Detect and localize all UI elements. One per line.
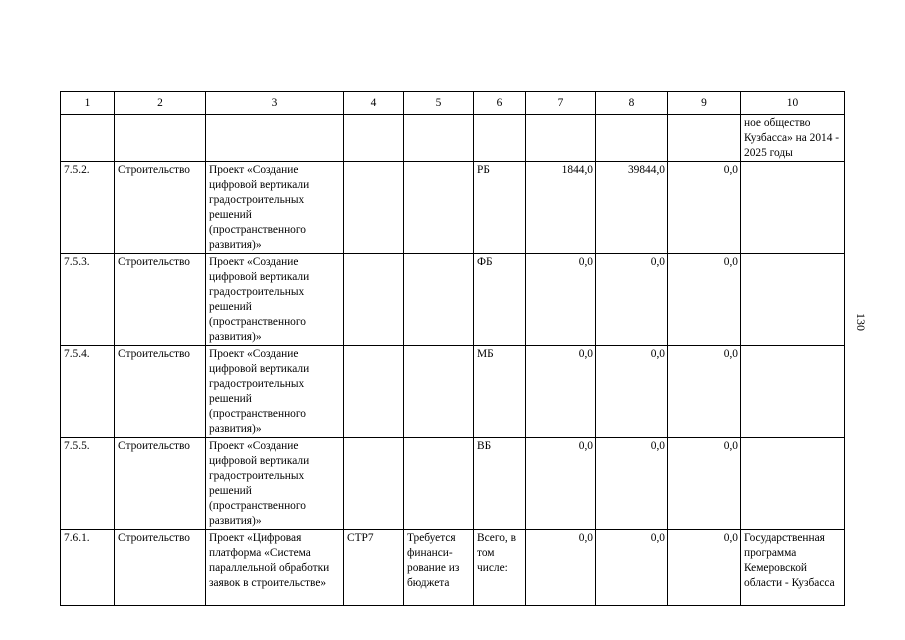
program-cell: Государственная программа Кемеровской области - Кузбасса — [741, 530, 845, 606]
table-row — [61, 254, 845, 346]
sector-cell: Строительство — [115, 530, 206, 606]
sector-cell — [115, 115, 206, 162]
code-cell: СТР7 — [344, 530, 404, 606]
source-cell: Всего, в том числе: — [474, 530, 526, 606]
header-cell: 7 — [526, 92, 596, 115]
header-cell: 3 — [206, 92, 344, 115]
value-cell: 0,0 — [596, 530, 668, 606]
sector-cell: Строительство — [115, 346, 206, 438]
row-id-cell — [61, 115, 115, 162]
sector-cell: Строительство — [115, 162, 206, 254]
program-cell — [741, 254, 845, 346]
code-cell — [344, 115, 404, 162]
row-id-cell: 7.5.5. — [61, 438, 115, 530]
table-row — [61, 346, 845, 438]
header-cell: 4 — [344, 92, 404, 115]
program-cell — [741, 346, 845, 438]
column-number-header — [61, 92, 845, 115]
value-cell: 0,0 — [596, 438, 668, 530]
note-cell — [404, 162, 474, 254]
value-cell — [596, 115, 668, 162]
note-cell — [404, 438, 474, 530]
source-cell: ВБ — [474, 438, 526, 530]
value-cell: 0,0 — [668, 438, 741, 530]
header-cell: 1 — [61, 92, 115, 115]
table-row — [61, 438, 845, 530]
value-cell: 0,0 — [668, 254, 741, 346]
program-cell: ное общество Кузбасса» на 2014 - 2025 годы — [741, 115, 845, 162]
row-id-cell: 7.5.4. — [61, 346, 115, 438]
budget-table — [60, 91, 845, 606]
value-cell: 39844,0 — [596, 162, 668, 254]
row-id-cell: 7.5.2. — [61, 162, 115, 254]
value-cell: 0,0 — [596, 346, 668, 438]
table-row — [61, 162, 845, 254]
source-cell: ФБ — [474, 254, 526, 346]
project-cell: Проект «Создание цифровой вертикали градостроительных решений (пространственного развития)» — [206, 346, 344, 438]
value-cell: 0,0 — [668, 530, 741, 606]
value-cell — [668, 115, 741, 162]
source-cell: МБ — [474, 346, 526, 438]
code-cell — [344, 346, 404, 438]
table-row — [61, 115, 845, 162]
sector-cell: Строительство — [115, 254, 206, 346]
project-cell — [206, 115, 344, 162]
value-cell: 0,0 — [526, 530, 596, 606]
program-cell — [741, 438, 845, 530]
source-cell — [474, 115, 526, 162]
note-cell — [404, 115, 474, 162]
value-cell: 0,0 — [526, 346, 596, 438]
note-cell: Требуется финанси-рование из бюджета — [404, 530, 474, 606]
value-cell: 1844,0 — [526, 162, 596, 254]
value-cell: 0,0 — [596, 254, 668, 346]
header-cell: 9 — [668, 92, 741, 115]
header-cell: 8 — [596, 92, 668, 115]
project-cell: Проект «Цифровая платформа «Система параллельной обработки заявок в строительстве» — [206, 530, 344, 606]
header-cell: 6 — [474, 92, 526, 115]
row-id-cell: 7.6.1. — [61, 530, 115, 606]
header-cell: 10 — [741, 92, 845, 115]
row-id-cell: 7.5.3. — [61, 254, 115, 346]
project-cell: Проект «Создание цифровой вертикали градостроительных решений (пространственного развития)» — [206, 254, 344, 346]
source-cell: РБ — [474, 162, 526, 254]
code-cell — [344, 162, 404, 254]
note-cell — [404, 254, 474, 346]
value-cell: 0,0 — [526, 438, 596, 530]
code-cell — [344, 254, 404, 346]
program-cell — [741, 162, 845, 254]
value-cell: 0,0 — [668, 346, 741, 438]
value-cell: 0,0 — [668, 162, 741, 254]
note-cell — [404, 346, 474, 438]
value-cell: 0,0 — [526, 254, 596, 346]
sector-cell: Строительство — [115, 438, 206, 530]
project-cell: Проект «Создание цифровой вертикали градостроительных решений (пространственного развития)» — [206, 162, 344, 254]
value-cell — [526, 115, 596, 162]
header-cell: 5 — [404, 92, 474, 115]
code-cell — [344, 438, 404, 530]
header-cell: 2 — [115, 92, 206, 115]
page-number: 130 — [854, 313, 868, 331]
project-cell: Проект «Создание цифровой вертикали градостроительных решений (пространственного развития)» — [206, 438, 344, 530]
table-row — [61, 530, 845, 606]
